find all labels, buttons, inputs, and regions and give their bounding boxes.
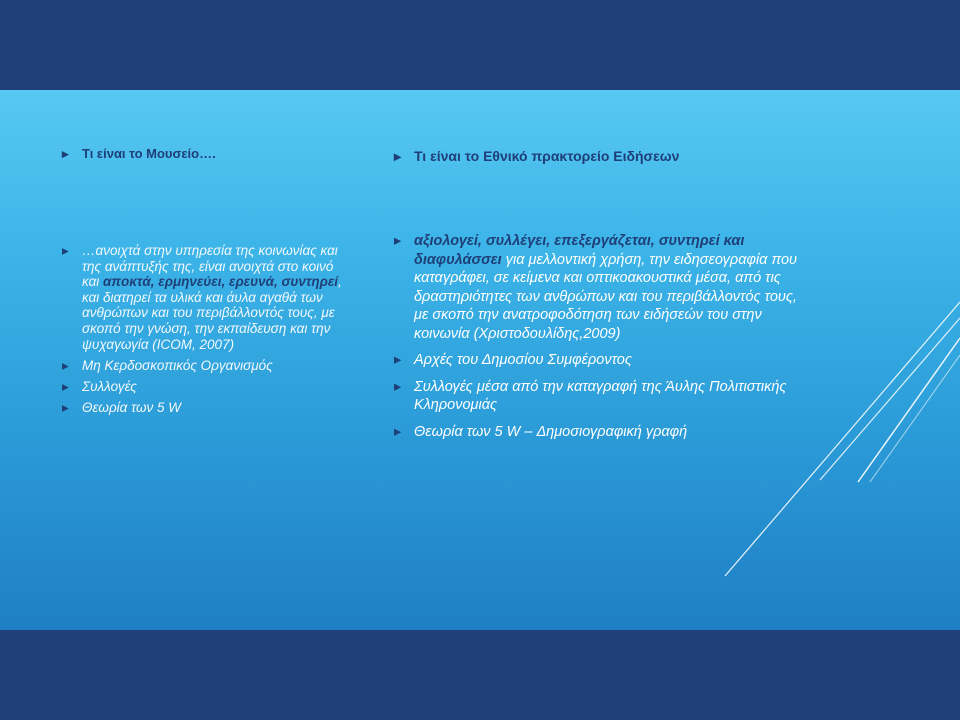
agency-definition-emphasis: αξιολογεί, συλλέγει, επεξεργάζεται, συντηρεί και διαφυλάσσει [414,233,745,268]
agency-definition-text: για μελλοντική χρήση, την ειδησεογραφία που καταγράφει, σε κείμενα και οπτικοακουστικά μέσα, από τις δραστηριότητες των ανθρώπων και του περιβάλλοντός τους, με σκοπό την ανατροφοδότηση των ειδήσεών του στην κοινωνία (Χριστοδουλίδης,2009) [414,251,798,342]
left-item-2: ▸ Συλλογές [62,379,352,394]
decor-line-2 [820,318,960,480]
museum-definition-text-1: …ανοιχτά στην υπηρεσία της κοινωνίας και της ανάπτυξής της, είναι ανοιχτά στο κοινό και [82,243,338,290]
right-heading: ▸ Τι είναι το Εθνικό πρακτορείο Ειδήσεων [394,148,814,164]
decor-line-3 [858,338,960,482]
museum-definition-text-2: , και διατηρεί τα υλικά και άυλα αγαθά των ανθρώπων και του περιβάλλοντός τους, με σκοπό την γνώση, την εκπαίδευση και την ψυχαγωγία (ICOM, 2007) [82,274,342,352]
museum-definition [62,243,352,352]
right-item-1: ▸ Αρχές του Δημοσίου Συμφέροντος [394,351,814,370]
right-item-2: ▸ Συλλογές μέσα από την καταγραφή της Άυλης Πολιτιστικής Κληρονομιάς [394,378,814,415]
museum-definition-emphasis: αποκτά, ερμηνεύει, ερευνά, συντηρεί [103,274,339,290]
right-column [394,148,814,441]
agency-definition [394,232,814,343]
decor-line-4 [870,355,960,482]
left-item-3: ▸ Θεωρία των 5 W [62,400,352,415]
bottom-band [0,630,960,720]
right-item-3: ▸ Θεωρία των 5 W – Δημοσιογραφική γραφή [394,423,814,442]
left-column [62,146,352,415]
content-area [0,90,960,630]
left-heading: ▸ Τι είναι το Μουσείο…. [62,146,352,161]
left-item-1: ▸ Μη Κερδοσκοπικός Οργανισμός [62,358,352,373]
top-band [0,0,960,90]
